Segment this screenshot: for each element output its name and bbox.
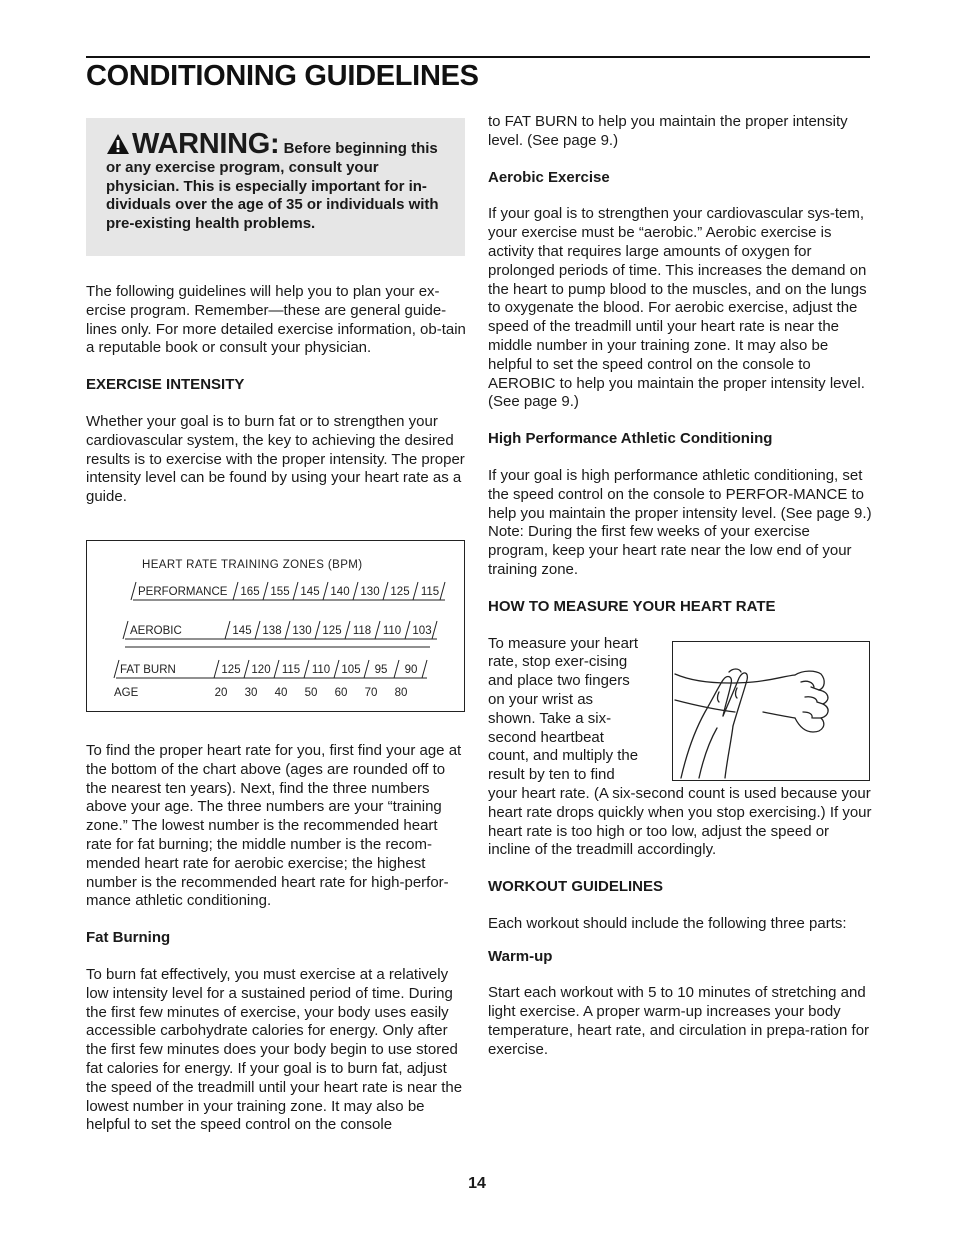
chart-value-performance: 140 bbox=[330, 585, 350, 598]
chart-tick-label: 80 bbox=[394, 686, 408, 699]
chart-tick-label: 70 bbox=[364, 686, 378, 699]
performance-paragraph: If your goal is high performance athletic conditioning, set the speed control on the console to PERFOR-MANCE to help you maintain the proper intensity level. (See page 9.) Note: During the first few weeks of your exercise program, keep your heart rate near the low end of your training zone. bbox=[488, 466, 872, 578]
chart-value-fat-burn: 110 bbox=[311, 663, 331, 676]
chart-value-fat-burn: 95 bbox=[374, 663, 388, 676]
measure-paragraph: To measure your heart rate, stop exer-cising and place two fingers on your wrist as shown. Take a six-second heartbeat count, and multiply the result by ten to find your heart rate. (A six-second count is used because your heart rate drops quickly when you stop exercising.) If your heart rate is too high or too low, adjust the speed or incline of the treadmill accordingly. bbox=[488, 634, 872, 859]
right-column bbox=[488, 113, 872, 1060]
chart-row-label-aerobic: AEROBIC bbox=[130, 624, 182, 637]
chart-divider-performance bbox=[131, 582, 136, 600]
chart-divider-fat-burn bbox=[422, 660, 427, 678]
chart-value-aerobic: 138 bbox=[262, 624, 282, 637]
chart-divider-aerobic bbox=[123, 621, 128, 639]
warmup-heading: Warm-up bbox=[488, 947, 553, 965]
chart-divider-aerobic bbox=[345, 621, 350, 639]
heart-rate-chart bbox=[86, 540, 465, 712]
chart-value-aerobic: 145 bbox=[232, 624, 252, 637]
chart-divider-aerobic bbox=[315, 621, 320, 639]
chart-value-fat-burn: 90 bbox=[404, 663, 418, 676]
warmup-paragraph: Start each workout with 5 to 10 minutes of stretching and light exercise. A proper warm-up increases your body temperature, heart rate, and circulation in prepa-ration for exercise. bbox=[488, 984, 870, 1058]
page-number: 14 bbox=[468, 1175, 486, 1192]
chart-value-performance: 145 bbox=[300, 585, 320, 598]
chart-value-aerobic: 125 bbox=[322, 624, 342, 637]
workout-paragraph: Each workout should include the following three parts: bbox=[488, 914, 847, 932]
chart-tick-label: 30 bbox=[244, 686, 258, 699]
chart-tick-label: 50 bbox=[304, 686, 318, 699]
chart-value-fat-burn: 120 bbox=[251, 663, 271, 676]
chart-divider-aerobic bbox=[432, 621, 437, 639]
chart-title: HEART RATE TRAINING ZONES (BPM) bbox=[142, 558, 363, 571]
heart-rate-chart-svg bbox=[87, 541, 466, 713]
chart-value-aerobic: 110 bbox=[382, 624, 402, 637]
warning-label: WARNING: bbox=[132, 128, 280, 160]
workout-heading: WORKOUT GUIDELINES bbox=[488, 878, 663, 896]
wrist-pulse-illustration bbox=[672, 641, 870, 781]
chart-divider-performance bbox=[353, 582, 358, 600]
fat-burning-heading: Fat Burning bbox=[86, 929, 171, 947]
chart-divider-performance bbox=[323, 582, 328, 600]
chart-value-fat-burn: 125 bbox=[221, 663, 241, 676]
intensity-paragraph: Whether your goal is to burn fat or to strengthen your cardiovascular system, the key to achieving the desired results is to exercise with the proper intensity. The proper intensity level can be found by using your heart rate as a guide. bbox=[86, 412, 465, 506]
measure-heading: HOW TO MEASURE YOUR HEART RATE bbox=[488, 597, 776, 615]
chart-divider-fat-burn bbox=[214, 660, 219, 678]
chart-tick-label: 60 bbox=[334, 686, 348, 699]
chart-value-performance: 130 bbox=[360, 585, 380, 598]
chart-divider-performance bbox=[263, 582, 268, 600]
chart-value-performance: 165 bbox=[240, 585, 260, 598]
chart-row-label-performance: PERFORMANCE bbox=[138, 585, 228, 598]
chart-divider-fat-burn bbox=[304, 660, 309, 678]
chart-divider-fat-burn bbox=[364, 660, 369, 678]
chart-x-label: AGE bbox=[114, 686, 139, 699]
aerobic-heading: Aerobic Exercise bbox=[488, 168, 610, 186]
chart-divider-fat-burn bbox=[114, 660, 119, 678]
page-title: CONDITIONING GUIDELINES bbox=[86, 60, 479, 92]
chart-row-label-fat-burn: FAT BURN bbox=[120, 663, 176, 676]
chart-value-fat-burn: 115 bbox=[281, 663, 301, 676]
chart-divider-performance bbox=[233, 582, 238, 600]
chart-divider-fat-burn bbox=[334, 660, 339, 678]
chart-tick-label: 40 bbox=[274, 686, 288, 699]
performance-heading: High Performance Athletic Conditioning bbox=[488, 430, 773, 448]
chart-divider-performance bbox=[383, 582, 388, 600]
fat-burning-continued: to FAT BURN to help you maintain the proper intensity level. (See page 9.) bbox=[488, 113, 848, 149]
wrist-pulse-icon bbox=[673, 642, 868, 779]
chart-divider-performance bbox=[413, 582, 418, 600]
chart-tick-label: 20 bbox=[214, 686, 228, 699]
chart-value-performance: 115 bbox=[420, 585, 440, 598]
chart-value-aerobic: 103 bbox=[412, 624, 432, 637]
intro-paragraph: The following guidelines will help you to plan your ex-ercise program. Remember—these are general guide-lines only. For more detailed exercise information, ob-tain a reputable book or consult your physician. bbox=[86, 283, 466, 357]
chart-value-aerobic: 130 bbox=[292, 624, 312, 637]
chart-divider-performance bbox=[293, 582, 298, 600]
warning-heading bbox=[106, 128, 279, 160]
left-column bbox=[86, 118, 466, 1135]
chart-divider-aerobic bbox=[225, 621, 230, 639]
warning-box bbox=[86, 118, 465, 256]
chart-value-aerobic: 118 bbox=[352, 624, 372, 637]
chart-divider-performance bbox=[440, 582, 445, 600]
find-rate-paragraph: To find the proper heart rate for you, first find your age at the bottom of the chart above (ages are rounded off to the nearest ten years). Next, find the three numbers above your age. The three numbers are your “training zone.” The lowest number is the recommended heart rate for fat burning; the middle number is the recom-mended heart rate for aerobic exercise; the highest number is the recommended heart rate for high-perfor-mance athletic conditioning. bbox=[86, 741, 462, 910]
chart-value-performance: 155 bbox=[270, 585, 290, 598]
chart-divider-aerobic bbox=[405, 621, 410, 639]
warning-triangle-icon bbox=[106, 133, 130, 155]
chart-divider-fat-burn bbox=[394, 660, 399, 678]
chart-divider-aerobic bbox=[285, 621, 290, 639]
chart-divider-fat-burn bbox=[274, 660, 279, 678]
chart-value-fat-burn: 105 bbox=[341, 663, 361, 676]
chart-divider-aerobic bbox=[255, 621, 260, 639]
chart-value-performance: 125 bbox=[390, 585, 410, 598]
warning-text: Before beginning this or any exercise program, consult your physician. This is especially important for in-dividuals over the age of 35 or individuals with pre-existing health problems. bbox=[106, 140, 439, 233]
fat-burning-paragraph: To burn fat effectively, you must exercise at a relatively low intensity level for a sustained period of time. During the first few minutes of exercise, your body uses easily accessible carbohydrate calories for energy. Only after the first few minutes does your body begin to use stored fat calories for energy. If your goal is to burn fat, adjust the speed of the treadmill until your heart rate is near the lowest number in your training zone. It may also be helpful to set the speed control on the console bbox=[86, 965, 463, 1134]
intensity-heading: EXERCISE INTENSITY bbox=[86, 376, 245, 394]
chart-divider-fat-burn bbox=[244, 660, 249, 678]
chart-divider-aerobic bbox=[375, 621, 380, 639]
aerobic-paragraph: If your goal is to strengthen your cardiovascular sys-tem, your exercise must be “aerobic.” Aerobic exercise is activity that requires large amounts of oxygen for prolonged periods of time. This increases the demand on the heart to pump blood to the muscles, and on the lungs to oxygenate the blood. For aerobic exercise, adjust the speed of the treadmill until your heart rate is near the middle number in your training zone. It may also be helpful to set the speed control on the console to AEROBIC to help you maintain the proper intensity level. (See page 9.) bbox=[488, 205, 867, 411]
